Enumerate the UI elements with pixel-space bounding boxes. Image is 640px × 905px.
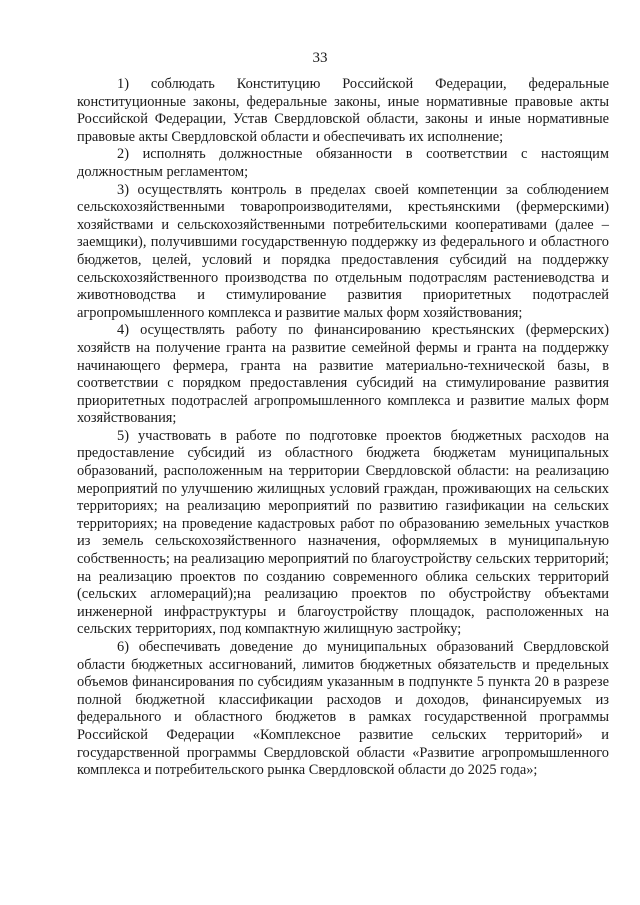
list-item-5: 5) участвовать в работе по подготовке проектов бюджетных расходов на предоставление субсидий из областного бюджета бюджетам муниципальных образований, расположенным на территории Свердловской области: на реализацию мероприятий по улучшению жилищных условий граждан, проживающих на сельских территориях; на реализацию мероприятий по развитию газификации на сельских территориях; на проведение кадастровых работ по образованию земельных участков из земель сельскохозяйственного назначения, оформляемых в муниципальную собственность; на реализацию мероприятий по благоустройству сельских территорий; на реализацию проектов по созданию современного облика сельских территорий (сельских агломераций);на реализацию проектов по обустройству объектами инженерной инфраструктуры и благоустройству площадок, расположенных на сельских территориях, под компактную жилищную застройку; — [77, 427, 609, 638]
list-item-2: 2) исполнять должностные обязанности в соответствии с настоящим должностным регламентом; — [77, 146, 609, 180]
document-body — [77, 76, 609, 780]
list-item-6: 6) обеспечивать доведение до муниципальных образований Свердловской области бюджетных ассигнований, лимитов бюджетных обязательств и предельных объемов финансирования по субсидиям указанным в подпункте 5 пункта 20 в разрезе полной бюджетной классификации расходов и доходов, финансируемых из федерального и областного бюджетов в рамках государственной программы Российской Федерации «Комплексное развитие сельских территорий» и государственной программы Свердловской области «Развитие агропромышленного комплекса и потребительского рынка Свердловской области до 2025 года»; — [77, 639, 609, 779]
list-item-4: 4) осуществлять работу по финансированию крестьянских (фермерских) хозяйств на получение гранта на развитие семейной фермы и гранта на поддержку начинающего фермера, гранта на развитие материально-технической базы, в соответствии с порядком предоставления субсидий на стимулирование развития приоритетных подотраслей агропромышленного комплекса и развитие малых форм хозяйствования; — [77, 322, 609, 427]
list-item-1: 1) соблюдать Конституцию Российской Федерации, федеральные конституционные законы, федеральные законы, иные нормативные правовые акты Российской Федерации, Устав Свердловской области, законы и иные нормативные правовые акты Свердловской области и обеспечивать их исполнение; — [77, 76, 609, 145]
list-item-3: 3) осуществлять контроль в пределах своей компетенции за соблюдением сельскохозяйственными товаропроизводителями, крестьянскими (фермерскими) хозяйствами и сельскохозяйственными потребительскими кооперативами (далее – заемщики), получившими государственную поддержку из федерального и областного бюджетов, целей, условий и порядка предоставления субсидий на поддержку сельскохозяйственного производства по отдельным подотраслям растениеводства и животноводства и стимулирование развития приоритетных подотраслей агропромышленного комплекса и развитие малых форм хозяйствования; — [77, 181, 609, 321]
page-number: 33 — [312, 50, 328, 66]
